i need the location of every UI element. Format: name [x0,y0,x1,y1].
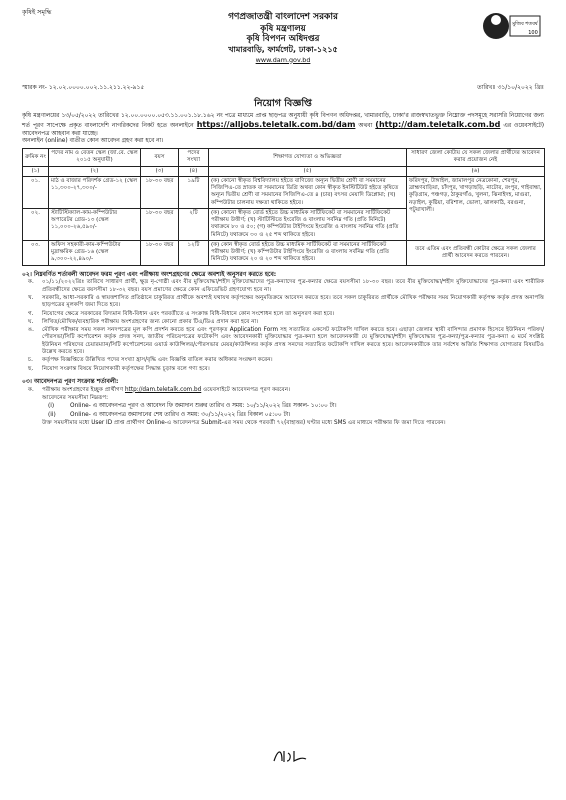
row-count: ১৯টি [179,176,209,208]
intro-tail: এর ওয়েবসাইটে) আবেদনপত্র আহবান করা যাচ্ছে। [22,123,545,137]
row-qualification: (ক) কোনো স্বীকৃত বোর্ড হইতে উচ্চ মাধ্যমিক সার্টিফিকেট বা সমমানের সার্টিফিকেট পরীক্ষায় উত্তীর্ণ; (খ) স্টাটিস্টিতে ইংরেজি ও বাংলায় সর্বনিম্ন গতি (প্রতি মিনিটে) যথাক্রমে ৮০ ও ৫০; (গ) কম্পিউটার টাইপিংয়ে ইংরেজি ও বাংলায় সর্বনিম্ন গতি (প্রতি মিনিটে) যথাক্রমে ৩০ ও ২৫ শব্দ থাকিতে হইবে। [209,208,407,240]
table-header-row [23,149,545,167]
item-text: লিখিত/মৌখিক/ব্যবহারিক পরীক্ষায় অংশগ্রহণের জন্য কোনো প্রকার টিএ/ডিএ প্রদান করা হবে না। [42,318,259,325]
row-qualification: (ক) কোনো স্বীকৃত বিশ্ববিদ্যালয় হইতে বাণিজ্যে অন্যূন দ্বিতীয় শ্রেণী বা সমমানের সিজিপিএ-তে স্নাতক বা সমমানের ডিগ্রি অথবা কোন স্বীকৃত ইনস্টিটিউট হইতে কৃষিতে অন্যূন দ্বিতীয় শ্রেণী বা সমমানের সিজিপিএ-তে ৪ (চার) বৎসর মেয়াদি ডিপ্লোমা; (খ) কম্পিউটার চালনায় দক্ষতা থাকিতে হইবে। [209,176,407,208]
alljobs-link[interactable]: https://alljobs.teletalk.com.bd/dam [196,120,356,130]
row-count: ২টি [179,208,209,240]
svg-text:100: 100 [528,30,538,36]
row-age: ১৮-৩০ বছর [141,240,179,265]
section-application [22,378,544,427]
col-number: (৫) [209,166,407,176]
intro-online-note: অনলাইন (online) ব্যতীত কোন আবেদন গ্রহণ করা হবে না। [22,138,164,145]
reference-line [22,84,544,92]
teletalk-link[interactable]: (http://dam.teletalk.com.bd [375,120,501,130]
district-list: ফরিদপুর, টাঙ্গাইল, জামালপুর নেত্রকোনা, শেরপুর, ব্রাহ্মণবাড়িয়া, চাঁদপুর, খাগড়াছড়ি, নাটোর, রংপুর, গাইবান্ধা, কুড়িগ্রাম, পঞ্চগড়, ঠাকুরগাঁও, খুলনা, ঝিনাইদহ, মাগুরা, নড়াইল, কুষ্টিয়া, বরিশাল, ভোলা, ঝালকাঠি, বরগুনা, পটুয়াখালী। [407,176,545,240]
list-item [22,311,544,318]
govt-name: গণপ্রজাতন্ত্রী বাংলাদেশ সরকার [228,12,338,22]
website-link[interactable]: www.dam.gov.bd [255,55,311,64]
item-text: মৌখিক পরীক্ষার সময় সকল সনদপত্রের মূল কপি প্রদর্শন করতে হবে এবং পূরণকৃত Application Form সহ সত্যায়িত একসেট ফটোকপি দাখিল করতে হবে। এছাড়া জেলার স্থায়ী বাসিন্দার প্রমাণক হিসেবে ইউনিয়ন পরিষদ/পৌরসভা/সিটি কর্পোরেশন কর্তৃক প্রদত্ত সনদ, জাতীয় পরিচয়পত্রের ফটোকপি এবং আবেদনকারী মুক্তিযোদ্ধার পুত্র-কন্যা হলে আবেদনকারী যে মুক্তিযোদ্ধা/শহীদ মুক্তিযোদ্ধার পুত্র-কন্যা/পুত্র-কন্যার পুত্র-কন্যা এ মর্মে সংশ্লিষ্ট ইউনিয়ন পরিষদের চেয়ারম্যান/সিটি কর্পোরেশনের ওয়ার্ড কাউন্সিলর/পৌরসভার মেয়র/কাউন্সিলর কর্তৃক প্রদত্ত সনদের সত্যায়িত ফটোকপি দাখিল করতে হবে। আবেদনকারীকে তার সর্বশেষ অর্জিত শিক্ষাগত যোগ্যতার বিষয়টিও উল্লেখ করতে হবে। [42,327,544,356]
letterhead [22,6,544,84]
svg-text:মুজিব শতবর্ষ: মুজিব শতবর্ষ [512,21,538,27]
fee-note-text: উক্ত সময়সীমার মধ্যে User ID প্রাপ্ত প্রার্থীগণ Online-এ আবেদনপত্র Submit-এর সময় থেকে পরবর্তী ৭২(বাহাত্তর) ঘণ্টার মধ্যে SMS এর মাধ্যমে পরীক্ষার ফি জমা দিতে পারবেন। [42,420,446,427]
item-key: ছ. [28,365,34,372]
sub-text: Online- এ আবেদনপত্র পূরণ ও আবেদন ফি জমাদান শুরুর তারিখ ও সময়: ১০/১১/২০২২ খ্রিঃ সকাল- ১০:০০ টা। [70,403,337,410]
sub-key: (i) [48,403,55,410]
sub-key: (ii) [48,411,56,418]
intro-paragraph [22,113,544,146]
item-text: পরীক্ষায় অংশগ্রহণের ইচ্ছুক প্রার্থীগণ [42,386,124,393]
item-text: নিয়োগের ক্ষেত্রে সরকারের বিদ্যমান বিধি-বিধান এবং পরবর্তীতে এ সংক্রান্ত বিধি-বিধানে কোন সংশোধন হলে তা অনুসরণ করা হবে। [42,310,335,317]
table-row [23,240,545,265]
motto: কৃষিই সমৃদ্ধি [22,8,52,16]
posts-table [22,148,545,266]
item-text: সরকারি, আধা-সরকারি ও স্বায়ত্তশাসিত প্রতিষ্ঠানে চাকুরিরত প্রার্থীকে অবশ্যই যথাযথ কর্তৃপক্ষের অনুমতিক্রমে আবেদন করতে হবে। তবে সকল চাকুরিরত প্রার্থীকে মৌখিক পরীক্ষার সময় নিয়োগকারী কর্তৃপক্ষ কর্তৃক প্রদত্ত অনাপত্তি ছাড়পত্রের মূলকপি জমা দিতে হবে। [42,295,544,309]
letterhead-lines [22,12,544,64]
item-key: ঘ. [28,318,34,325]
item-text: নিয়োগ সংক্রান্ত বিষয়ে নিয়োগকারী কর্তৃপক্ষের সিদ্ধান্ত চূড়ান্ত বলে গণ্য হবে। [42,365,210,372]
list-item [22,279,544,294]
row-post: মাঠ ও বাজার পরিদর্শক গ্রেড-১২ (স্কেল ১১,৩০০-২৭,৩০০/- [49,176,141,208]
ministry-name: কৃষি মন্ত্রণালয় [260,23,306,34]
signature-icon [270,745,310,767]
list-item [22,295,544,310]
col-number: (৩) [141,166,179,176]
row-serial: ০২. [23,208,49,240]
item-text: ০১/১১/২০২২খ্রিঃ তারিখে সাধারণ প্রার্থী, ক্ষুদ্র নৃ-গোষ্ঠী এবং বীর মুক্তিযোদ্ধা/শহীদ মুক্তিযোদ্ধাদের পুত্র-কন্যাদের পুত্র-কন্যার ক্ষেত্রে বয়সসীমা ১৮-৩০ বছর। তবে বীর মুক্তিযোদ্ধা/শহীদ মুক্তিযোদ্ধাদের পুত্র-কন্যা এবং শারীরিক প্রতিবন্ধীদের ক্ষেত্রে বয়সসীমা ১৮-৩২ বছর। বয়স প্রমাণের ক্ষেত্রে কোন এফিডেভিট গ্রহণযোগ্য হবে না। [42,279,544,293]
row-post: স্টাটিস্টিক্যাল-কাম-কম্পিউটার অপারেটর গ্রেড-১৩ (স্কেল ১১,০০০-২৬,৫৯০/- [49,208,141,240]
col-count: পদের সংখ্যা [179,149,209,167]
intro-mid: অথবা [358,123,373,130]
deadline-item [48,403,544,410]
table-number-row [23,166,545,176]
fee-note [22,420,544,427]
table-row [23,176,545,208]
section-title: ০২। নিম্নবর্ণিত শর্তাবলী আবেদন ফরম পূরণ এবং পরীক্ষায় অংশগ্রহণের ক্ষেত্রে অবশ্যই অনুসরণ করতে হবে: [22,270,277,278]
list-item [22,366,544,373]
department-name: কৃষি বিপণন অধিদপ্তর [246,34,320,45]
item-text: ওয়েবসাইটে আবেদনপত্র পূরণ করবেন। [203,386,291,393]
col-serial: ক্রমিক নং [23,149,49,167]
item-key: ক. [28,279,34,286]
item-key: খ. [28,295,34,301]
col-qualification: শিক্ষাগত যোগ্যতা ও অভিজ্ঞতা [209,149,407,167]
row-post: অফিস সহকারী-কাম-কম্পিউটার মুদ্রাক্ষরিক গ্রেড-১৬ (স্কেল ৯,৩০০-২২,৪৯০/- [49,240,141,265]
col-age: বয়স [141,149,179,167]
district-note: তবে এতিম এবং প্রতিবন্ধী কোটার ক্ষেত্রে সকল জেলার প্রার্থী আবেদন করতে পারবেন। [407,240,545,265]
deadline-item [48,412,544,419]
row-qualification: (ক) কোন স্বীকৃত বোর্ড হইতে উচ্চ মাধ্যমিক সার্টিফিকেট বা সমমানের সার্টিফিকেট পরীক্ষায় উত্তীর্ণ; (খ) কম্পিউটার টাইপিংয়ে ইংরেজি ও বাংলায় সর্বনিম্ন গতি (প্রতি মিনিটে) যথাক্রমে ২০ ও ২০ শব্দ থাকিতে হইবে। [209,240,407,265]
item-key: ক. [28,386,34,393]
row-serial: ০৩. [23,240,49,265]
section-conditions [22,271,544,373]
application-link[interactable]: http://dam.teletalk.com.bd [125,386,202,393]
section-title: ০৩। আবেদনপত্র পূরণ সংক্রান্ত শর্তাবলী: [22,377,119,385]
list-item [22,387,544,394]
row-count: ১২টি [179,240,209,265]
row-age: ১৮-৩০ বছর [141,176,179,208]
row-age: ১৮-৩০ বছর [141,208,179,240]
item-key: গ. [28,310,34,317]
address: খামারবাড়ি, ফার্মগেট, ঢাকা-১২১৫ [228,45,338,55]
col-number: (৬) [407,166,545,176]
list-item [22,319,544,326]
list-item [22,327,544,356]
list-item [22,357,544,364]
deadline-label [22,395,544,402]
col-number: (২) [49,166,141,176]
item-text: কর্তৃপক্ষ বিজ্ঞপ্তিতে উল্লিখিত পদের সংখ্যা হ্রাস/বৃদ্ধি এবং বিজ্ঞপ্তি বাতিল করার অধিকার সংরক্ষণ করেন। [42,357,273,364]
deadline-label-text: আবেদনের সময়সীমা নিম্নরূপ: [42,394,109,401]
intro-text: কৃষি মন্ত্রণালয়ের ১৩/০৫/২০২২ তারিখের ১২.০০.০০০০.০৫৩.১১.০০১.১৮.১৬২ নং পত্রে মাধ্যমে প্রাপ্ত ছাড়পত্র অনুযায়ী কৃষি বিপণন অধিদপ্তর, খামারবাড়ি, ঢাকা'র রাজস্বখাতভুক্ত নিম্নোক্ত পদসমূহে সরাসরি নিয়োগের জন্য শর্ত পূরণ সাপেক্ষে প্রকৃত বাংলাদেশি নাগরিকদের নিকট হতে অনলাইনে [22,112,544,130]
col-post: পদের নাম ও বেতন স্কেল (জা.বে. স্কেল ২০১৫ অনুযায়ী) [49,149,141,167]
sub-text: Online- এ আবেদনপত্র জমাদানের শেষ তারিখ ও সময়: ৩০/১১/২০২২ খ্রিঃ বিকাল ০৫:০০ টা। [70,411,291,418]
row-serial: ০১. [23,176,49,208]
memo-date: তারিখঃ ৩১/১০/২০২২ খ্রিঃ [477,84,544,91]
item-key: ঙ. [28,327,34,334]
item-key: চ. [28,357,33,364]
col-number: (৪) [179,166,209,176]
col-number: (১) [23,166,49,176]
col-districts: সাধারণ জেলা কোটায় যে সকল জেলার প্রার্থীদের আবেদন করার প্রয়োজন নেই [407,149,545,167]
memo-number: স্মারক নং- ১২.০২.০০০০.০০২.১১.২১১.২২-৯১৫ [22,84,145,91]
notice-title: নিয়োগ বিজ্ঞপ্তি [254,97,312,109]
